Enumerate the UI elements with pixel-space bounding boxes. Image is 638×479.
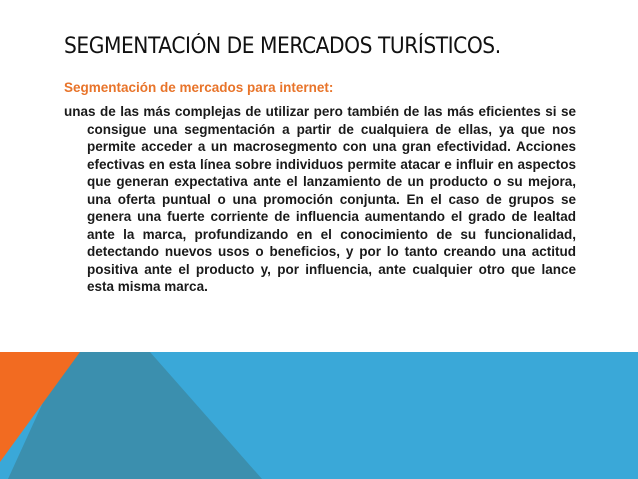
slide-subtitle: Segmentación de mercados para internet: (64, 80, 334, 95)
slide-title: SEGMENTACIÓN DE MERCADOS TURÍSTICOS. (64, 34, 501, 59)
slide-body-text: unas de las más complejas de utilizar pero también de las más eficientes si se consigue una segmentación a partir de cualquiera de ellas, ya que nos permite acceder a un macrosegmento con una gran efectividad. Acciones efectivas en esta línea sobre individuos permite atacar e influir en aspectos que generan expectativa ante el lanzamiento de un producto o su mejora, una oferta puntual o una promoción conjunta. En el caso de grupos se genera una fuerte corriente de influencia aumentando el grado de lealtad ante la marca, profundizando en el conocimiento de su funcionalidad, detectando nuevos usos o beneficios, y por lo tanto creando una actitud positiva ante el producto y, por influencia, ante cualquier otro que lance esta misma marca. (64, 104, 576, 294)
